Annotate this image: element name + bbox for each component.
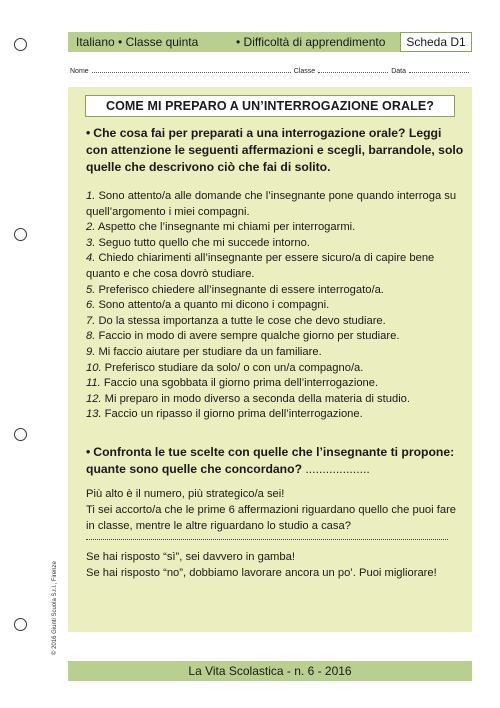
bullet-icon: • xyxy=(86,445,91,459)
worksheet-title: COME MI PREPARO A UN’INTERROGAZIONE ORALE? xyxy=(85,95,455,117)
statement-number: 6. xyxy=(86,299,96,312)
binder-hole-4 xyxy=(14,618,27,631)
question-1-emphasis: ciò che fai di solito xyxy=(217,160,328,174)
statement-text: Do la stessa importanza a tutte le cose che devo studiare. xyxy=(95,314,386,327)
statement-item[interactable] xyxy=(86,189,466,220)
statement-number: 4. xyxy=(86,252,96,265)
topic-label: • Difficoltà di apprendimento xyxy=(236,35,386,49)
statement-item[interactable] xyxy=(86,345,466,361)
binder-hole-3 xyxy=(14,428,27,441)
name-label: Nome xyxy=(70,68,89,75)
class-field[interactable] xyxy=(318,66,388,73)
question-2 xyxy=(86,444,466,478)
question-2-text: Confronta le tue scelte con quelle che l’insegnante ti propone: quante sono quelle che concordano? xyxy=(86,445,455,476)
statement-number: 10. xyxy=(86,361,102,374)
statement-text: Preferisco chiedere all’insegnante di essere interrogato/a. xyxy=(95,283,384,296)
paragraph-no: Se hai risposto “no”, dobbiamo lavorare ancora un po’. Puoi migliorare! xyxy=(86,567,437,579)
statement-item[interactable] xyxy=(86,314,466,330)
statement-number: 8. xyxy=(86,330,96,343)
statement-item[interactable] xyxy=(86,220,466,236)
date-field[interactable] xyxy=(409,66,469,73)
statement-text: Faccio in modo di avere sempre qualche giorno per studiare. xyxy=(95,330,400,343)
statement-text: Mi faccio aiutare per studiare da un familiare. xyxy=(95,345,322,358)
statement-item[interactable] xyxy=(86,236,466,252)
statement-number: 2. xyxy=(86,221,96,234)
class-label: Classe xyxy=(293,68,316,75)
statement-text: Faccio un ripasso il giorno prima dell’interrogazione. xyxy=(101,408,363,421)
statement-number: 7. xyxy=(86,314,96,327)
feedback-text xyxy=(86,486,466,581)
statement-number: 3. xyxy=(86,236,96,249)
statement-item[interactable] xyxy=(86,361,466,377)
answer-line[interactable] xyxy=(86,534,448,540)
footer-band xyxy=(68,661,472,681)
statement-item[interactable] xyxy=(86,392,466,408)
student-fields xyxy=(70,66,472,75)
statement-item[interactable] xyxy=(86,283,466,299)
statement-item[interactable] xyxy=(86,329,466,345)
bullet-icon: • xyxy=(86,126,91,140)
binder-hole-2 xyxy=(14,228,27,241)
statement-text: Chiedo chiarimenti all’insegnante per essere sicuro/a di capire bene quanto e che cosa dovrò studiare. xyxy=(86,252,435,280)
answer-field[interactable]: ................... xyxy=(305,462,370,476)
name-field[interactable] xyxy=(92,66,291,73)
statement-text: Sono attento/a alle domande che l’insegnante pone quando interroga su quell’argomento i miei compagni. xyxy=(86,190,457,218)
copyright-credit: © 2016 Giunti Scuola S.r.l., Firenze xyxy=(52,561,58,655)
statement-number: 12. xyxy=(86,392,102,405)
question-1-end: . xyxy=(327,160,331,174)
date-label: Data xyxy=(391,68,406,75)
statement-text: Aspetto che l’insegnante mi chiami per interrogarmi. xyxy=(95,221,356,234)
statement-text: Seguo tutto quello che mi succede intorno. xyxy=(95,236,310,249)
statement-item[interactable] xyxy=(86,298,466,314)
subject-label: Italiano • Classe quinta xyxy=(76,35,199,49)
statement-number: 9. xyxy=(86,345,96,358)
statement-number: 5. xyxy=(86,283,96,296)
question-1-text: Che cosa fai per preparati a una interrogazione orale? Leggi con attenzione le seguenti affermazioni e scegli, barrandole, solo quelle che descrivono xyxy=(86,126,464,174)
statement-list xyxy=(86,189,466,423)
statement-number: 1. xyxy=(86,190,96,202)
sheet-label: Scheda D1 xyxy=(400,32,472,52)
statement-number: 13. xyxy=(86,408,102,421)
statement-text: Preferisco studiare da solo/ o con un/a compagno/a. xyxy=(101,361,364,374)
statement-item[interactable] xyxy=(86,407,466,423)
footer-label: La Vita Scolastica - n. 6 - 2016 xyxy=(188,664,352,678)
question-1 xyxy=(86,125,466,176)
statement-number: 11. xyxy=(86,377,101,390)
statement-text: Faccio una sgobbata il giorno prima dell’interrogazione. xyxy=(100,377,379,390)
header-band xyxy=(68,32,472,52)
paragraph-yes: Se hai risposto “sì”, sei davvero in gamba! xyxy=(86,551,295,563)
statement-item[interactable] xyxy=(86,376,466,392)
statement-text: Sono attento/a a quanto mi dicono i compagni. xyxy=(95,299,330,312)
paragraph-strategic: Più alto è il numero, più strategico/a sei! xyxy=(86,488,285,500)
paragraph-question: Ti sei accorto/a che le prime 6 affermazioni riguardano quello che puoi fare in classe, mentre le altre riguardano lo studio a casa? xyxy=(86,504,457,532)
statement-text: Mi preparo in modo diverso a seconda della materia di studio. xyxy=(101,392,411,405)
statement-item[interactable] xyxy=(86,251,466,282)
binder-hole-1 xyxy=(14,38,27,51)
